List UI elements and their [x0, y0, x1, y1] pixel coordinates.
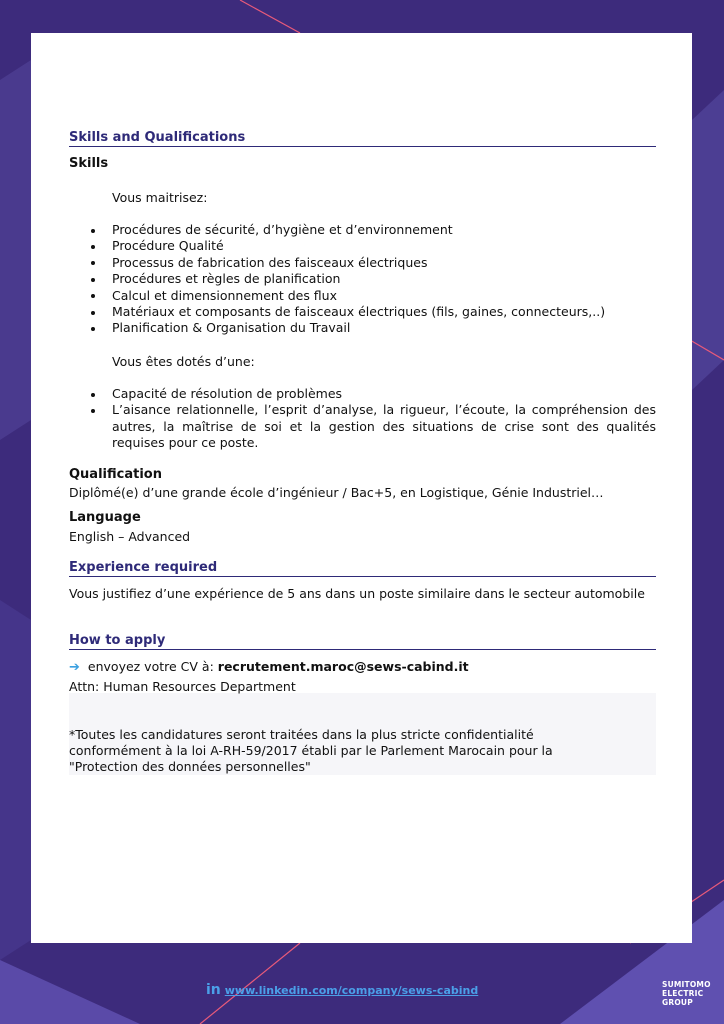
- list-item: Capacité de résolution de problèmes: [69, 386, 656, 402]
- qualities-intro: Vous êtes dotés d’une:: [112, 354, 255, 369]
- apply-prefix: envoyez votre CV à:: [87, 659, 214, 674]
- qualities-list: [69, 386, 656, 452]
- company-logo: [662, 980, 722, 1007]
- document-page: [31, 33, 692, 943]
- linkedin-icon: in: [206, 982, 221, 998]
- language-text: English – Advanced: [69, 529, 191, 544]
- list-item: Planification & Organisation du Travail: [69, 320, 656, 336]
- logo-line-2: ELECTRIC: [662, 989, 704, 998]
- experience-text: Vous justifiez d’une expérience de 5 ans dans un poste similaire dans le secteur automobile: [69, 586, 645, 601]
- apply-attn: Attn: Human Resources Department: [69, 679, 296, 694]
- list-item: Procédures de sécurité, d’hygiène et d’environnement: [69, 222, 656, 238]
- list-item: Processus de fabrication des faisceaux électriques: [69, 255, 656, 271]
- section-title-how-to-apply: How to apply: [69, 633, 656, 650]
- arrow-right-icon: ➔: [69, 660, 80, 675]
- list-item: Calcul et dimensionnement des flux: [69, 288, 656, 304]
- confidentiality-note-line-1: *Toutes les candidatures seront traitées dans la plus stricte confidentialité: [69, 727, 534, 742]
- skills-list: [69, 222, 656, 337]
- logo-line-3: GROUP: [662, 998, 693, 1007]
- logo-line-1: SUMITOMO: [662, 980, 711, 989]
- qualification-heading: Qualification: [69, 467, 162, 482]
- section-title-experience: Experience required: [69, 560, 656, 577]
- list-item: Matériaux et composants de faisceaux électriques (fils, gaines, connecteurs,..): [69, 304, 656, 320]
- linkedin-link[interactable]: [206, 982, 478, 998]
- list-item: L’aisance relationnelle, l’esprit d’analyse, la rigueur, l’écoute, la compréhension des autres, la maîtrise de soi et la gestion des situations de crise sont des qualités requises pour ce poste.: [69, 402, 656, 451]
- confidentiality-note-line-2: conformément à la loi A-RH-59/2017 établi par le Parlement Marocain pour la: [69, 743, 553, 758]
- linkedin-url[interactable]: www.linkedin.com/company/sews-cabind: [224, 984, 479, 997]
- qualification-text: Diplômé(e) d’une grande école d’ingénieur / Bac+5, en Logistique, Génie Industriel…: [69, 485, 604, 500]
- skills-intro: Vous maitrisez:: [112, 190, 208, 205]
- language-heading: Language: [69, 510, 141, 525]
- skills-heading: Skills: [69, 156, 109, 171]
- confidentiality-note-line-3: "Protection des données personnelles": [69, 759, 311, 774]
- apply-line: [69, 659, 469, 676]
- section-title-skills-qualifications: Skills and Qualifications: [69, 130, 656, 147]
- list-item: Procédure Qualité: [69, 238, 656, 254]
- list-item: Procédures et règles de planification: [69, 271, 656, 287]
- apply-email-link[interactable]: recrutement.maroc@sews-cabind.it: [217, 659, 469, 674]
